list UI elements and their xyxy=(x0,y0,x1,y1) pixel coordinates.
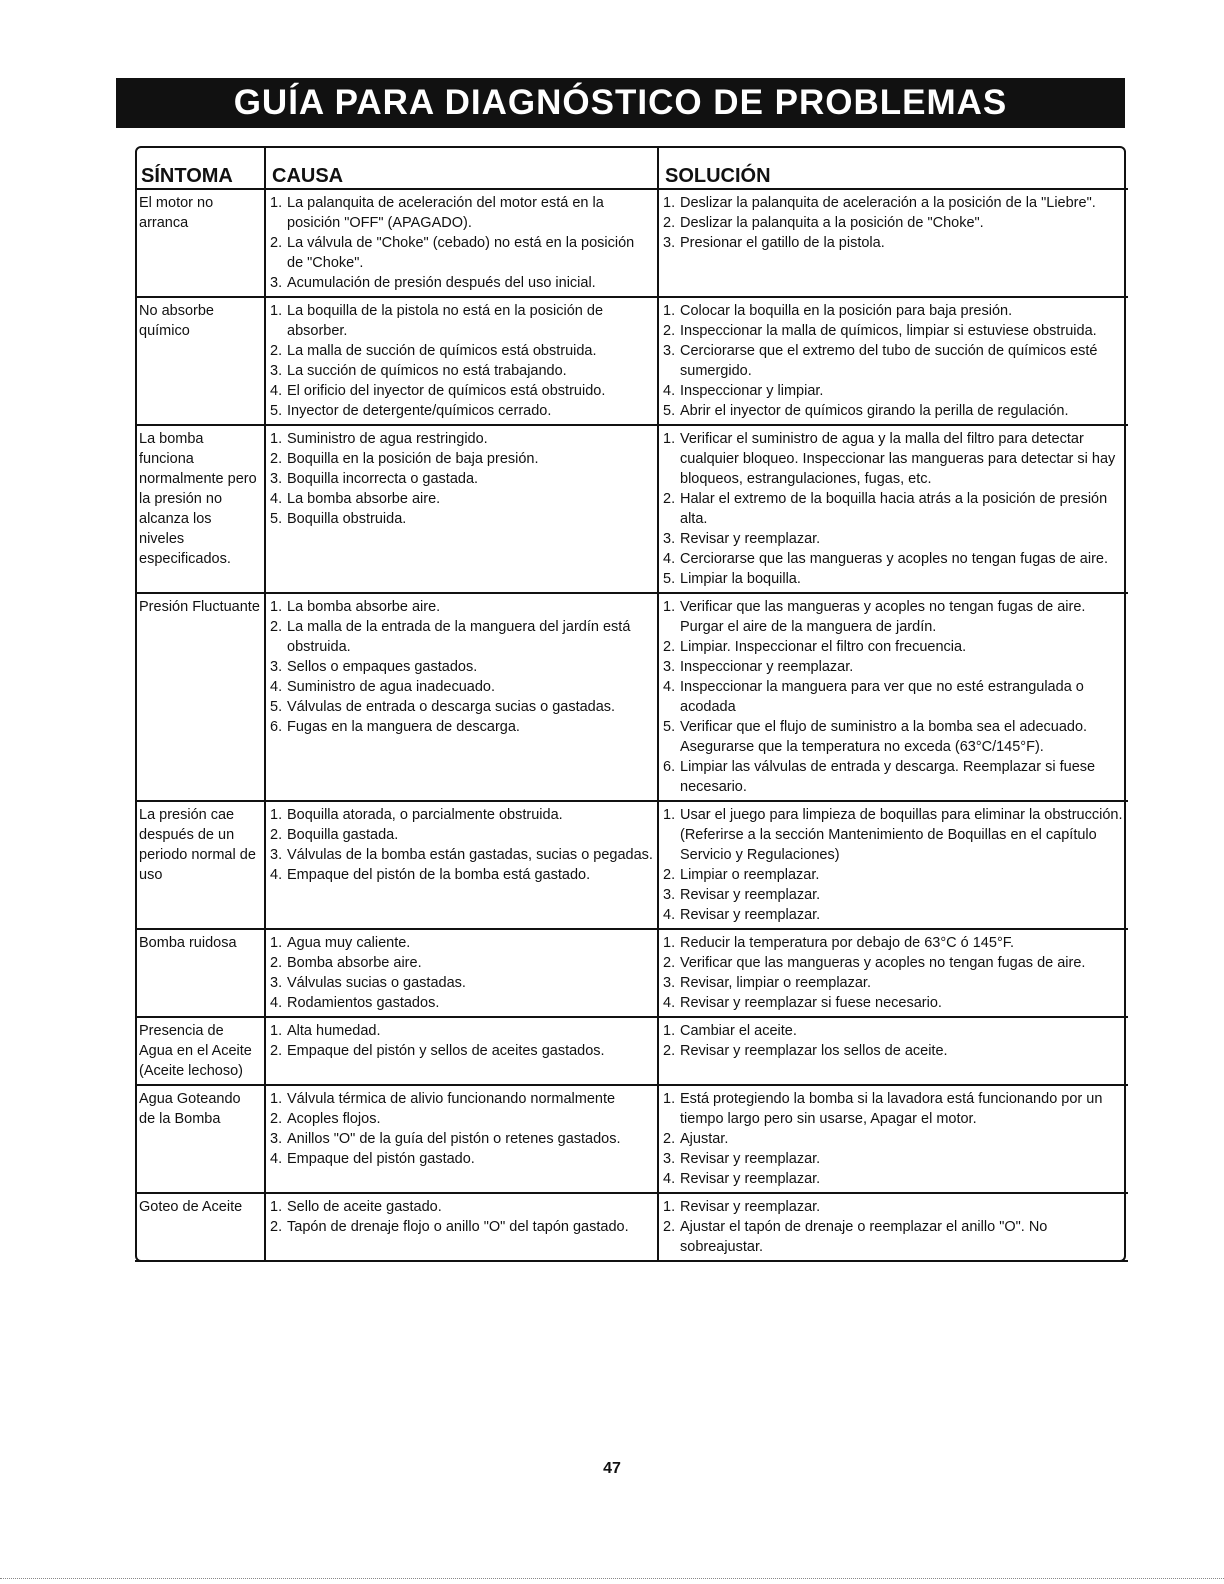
cause-text: Sello de aceite gastado. xyxy=(287,1199,442,1215)
item-number: 2. xyxy=(270,619,283,635)
item-number: 6. xyxy=(663,759,676,775)
cause-item xyxy=(270,489,653,509)
cause-item xyxy=(270,933,653,953)
solution-item xyxy=(663,1217,1124,1257)
table-row xyxy=(135,929,1128,1017)
page-title: GUÍA PARA DIAGNÓSTICO DE PROBLEMAS xyxy=(233,83,1008,122)
cause-text: Válvulas de entrada o descarga sucias o gastadas. xyxy=(287,699,616,715)
item-number: 1. xyxy=(270,807,283,823)
cause-text: Válvulas de la bomba están gastadas, sucias o pegadas. xyxy=(287,847,653,863)
table-row xyxy=(135,189,1128,297)
cause-item xyxy=(270,301,653,341)
solution-item xyxy=(663,933,1124,953)
item-number: 2. xyxy=(663,867,676,883)
item-number: 1. xyxy=(270,1199,283,1215)
item-number: 1. xyxy=(663,599,676,615)
item-number: 2. xyxy=(270,1219,283,1235)
solution-item xyxy=(663,677,1124,717)
solution-cell xyxy=(658,189,1128,297)
cause-text: Bomba absorbe aire. xyxy=(287,955,422,971)
cause-item xyxy=(270,1197,653,1217)
item-number: 3. xyxy=(663,235,676,251)
cause-cell xyxy=(265,1193,658,1261)
cause-text: Inyector de detergente/químicos cerrado. xyxy=(287,403,552,419)
solution-item xyxy=(663,865,1124,885)
cause-text: La malla de la entrada de la manguera del jardín está obstruida. xyxy=(287,619,631,655)
solution-text: Revisar, limpiar o reemplazar. xyxy=(680,975,871,991)
item-number: 1. xyxy=(270,935,283,951)
item-number: 2. xyxy=(663,323,676,339)
cause-item xyxy=(270,1041,653,1061)
cause-item xyxy=(270,973,653,993)
cause-text: Anillos "O" de la guía del pistón o retenes gastados. xyxy=(287,1131,621,1147)
cause-text: La bomba absorbe aire. xyxy=(287,491,441,507)
solution-text: Revisar y reemplazar. xyxy=(680,1151,821,1167)
solution-item xyxy=(663,301,1124,321)
solution-cell xyxy=(658,801,1128,929)
item-number: 1. xyxy=(663,1023,676,1039)
cause-text: La palanquita de aceleración del motor está en la posición "OFF" (APAGADO). xyxy=(287,195,604,231)
cause-item xyxy=(270,233,653,273)
cause-text: Boquilla gastada. xyxy=(287,827,399,843)
solution-text: Reducir la temperatura por debajo de 63°C ó 145°F. xyxy=(680,935,1015,951)
table-row xyxy=(135,801,1128,929)
table-row xyxy=(135,297,1128,425)
cause-text: Acoples flojos. xyxy=(287,1111,381,1127)
cause-item xyxy=(270,509,653,529)
item-number: 2. xyxy=(270,451,283,467)
solution-text: Inspeccionar y reemplazar. xyxy=(680,659,854,675)
cause-text: Acumulación de presión después del uso inicial. xyxy=(287,275,596,291)
item-number: 3. xyxy=(270,275,283,291)
cause-item xyxy=(270,597,653,617)
item-number: 4. xyxy=(663,679,676,695)
item-number: 4. xyxy=(663,995,676,1011)
item-number: 2. xyxy=(663,1131,676,1147)
cause-item xyxy=(270,865,653,885)
solution-item xyxy=(663,993,1124,1013)
solution-text: Revisar y reemplazar. xyxy=(680,907,821,923)
solution-item xyxy=(663,757,1124,797)
item-number: 1. xyxy=(663,1199,676,1215)
solution-text: Revisar y reemplazar. xyxy=(680,531,821,547)
item-number: 2. xyxy=(270,1111,283,1127)
solution-text: Revisar y reemplazar si fuese necesario. xyxy=(680,995,942,1011)
cause-text: Fugas en la manguera de descarga. xyxy=(287,719,520,735)
table-body xyxy=(135,189,1128,1261)
solution-cell xyxy=(658,425,1128,593)
symptom-cell: El motor no arranca xyxy=(135,189,265,297)
symptom-cell: La bomba funciona normalmente pero la presión no alcanza los niveles especificados. xyxy=(135,425,265,593)
solution-text: Limpiar o reemplazar. xyxy=(680,867,820,883)
item-number: 2. xyxy=(270,343,283,359)
cause-item xyxy=(270,953,653,973)
item-number: 1. xyxy=(270,599,283,615)
cause-item xyxy=(270,449,653,469)
item-number: 2. xyxy=(270,955,283,971)
cause-text: Tapón de drenaje flojo o anillo "O" del tapón gastado. xyxy=(287,1219,629,1235)
cause-text: Boquilla atorada, o parcialmente obstruida. xyxy=(287,807,563,823)
item-number: 1. xyxy=(663,431,676,447)
table-row xyxy=(135,1193,1128,1261)
solution-item xyxy=(663,1129,1124,1149)
item-number: 1. xyxy=(663,195,676,211)
cause-cell xyxy=(265,425,658,593)
cause-item xyxy=(270,845,653,865)
solution-text: Limpiar las válvulas de entrada y descarga. Reemplazar si fuese necesario. xyxy=(680,759,1096,795)
cause-cell xyxy=(265,801,658,929)
solution-text: Inspeccionar y limpiar. xyxy=(680,383,824,399)
item-number: 3. xyxy=(270,659,283,675)
item-number: 4. xyxy=(270,383,283,399)
item-number: 3. xyxy=(270,975,283,991)
symptom-cell: Bomba ruidosa xyxy=(135,929,265,1017)
cause-cell xyxy=(265,1085,658,1193)
cause-text: Válvulas sucias o gastadas. xyxy=(287,975,466,991)
item-number: 1. xyxy=(663,1091,676,1107)
solution-text: Verificar que las mangueras y acoples no tengan fugas de aire. Purgar el aire de la manguera de jardín. xyxy=(680,599,1086,635)
symptom-cell: No absorbe químico xyxy=(135,297,265,425)
cause-text: Rodamientos gastados. xyxy=(287,995,440,1011)
cause-text: El orificio del inyector de químicos está obstruido. xyxy=(287,383,606,399)
item-number: 4. xyxy=(270,995,283,1011)
item-number: 2. xyxy=(270,1043,283,1059)
cause-item xyxy=(270,341,653,361)
item-number: 2. xyxy=(270,235,283,251)
solution-item xyxy=(663,401,1124,421)
table-row xyxy=(135,1017,1128,1085)
solution-item xyxy=(663,569,1124,589)
item-number: 1. xyxy=(270,1023,283,1039)
item-number: 2. xyxy=(663,215,676,231)
solution-text: Limpiar la boquilla. xyxy=(680,571,801,587)
cause-text: Boquilla obstruida. xyxy=(287,511,407,527)
cause-text: Sellos o empaques gastados. xyxy=(287,659,478,675)
solution-item xyxy=(663,885,1124,905)
solution-text: Inspeccionar la manguera para ver que no esté estrangulada o acodada xyxy=(680,679,1084,715)
item-number: 2. xyxy=(663,1219,676,1235)
item-number: 1. xyxy=(270,303,283,319)
solution-item xyxy=(663,381,1124,401)
cause-text: Agua muy caliente. xyxy=(287,935,411,951)
item-number: 4. xyxy=(270,491,283,507)
cause-text: Boquilla incorrecta o gastada. xyxy=(287,471,479,487)
solution-item xyxy=(663,529,1124,549)
symptom-cell: Presión Fluctuante xyxy=(135,593,265,801)
cause-item xyxy=(270,677,653,697)
page-number: 47 xyxy=(603,1460,621,1477)
symptom-cell: La presión cae después de un periodo normal de uso xyxy=(135,801,265,929)
solution-item xyxy=(663,1089,1124,1129)
item-number: 1. xyxy=(270,431,283,447)
item-number: 4. xyxy=(270,1151,283,1167)
cause-text: Suministro de agua inadecuado. xyxy=(287,679,495,695)
table-row xyxy=(135,593,1128,801)
item-number: 3. xyxy=(663,975,676,991)
solution-item xyxy=(663,1021,1124,1041)
solution-text: Presionar el gatillo de la pistola. xyxy=(680,235,885,251)
table-row xyxy=(135,1085,1128,1193)
solution-cell xyxy=(658,593,1128,801)
solution-item xyxy=(663,1197,1124,1217)
cause-item xyxy=(270,1149,653,1169)
item-number: 1. xyxy=(663,935,676,951)
solution-cell xyxy=(658,1193,1128,1261)
item-number: 5. xyxy=(270,403,283,419)
cause-item xyxy=(270,429,653,449)
solution-text: Revisar y reemplazar. xyxy=(680,1199,821,1215)
item-number: 1. xyxy=(663,303,676,319)
cause-text: Suministro de agua restringido. xyxy=(287,431,488,447)
cause-item xyxy=(270,1129,653,1149)
solution-item xyxy=(663,657,1124,677)
solution-cell xyxy=(658,929,1128,1017)
item-number: 1. xyxy=(270,1091,283,1107)
cause-item xyxy=(270,1021,653,1041)
item-number: 5. xyxy=(270,511,283,527)
item-number: 4. xyxy=(270,679,283,695)
solution-text: Verificar que las mangueras y acoples no tengan fugas de aire. xyxy=(680,955,1086,971)
solution-text: Revisar y reemplazar los sellos de aceite. xyxy=(680,1043,948,1059)
item-number: 4. xyxy=(663,907,676,923)
symptom-cell: Goteo de Aceite xyxy=(135,1193,265,1261)
cause-item xyxy=(270,1089,653,1109)
item-number: 3. xyxy=(663,887,676,903)
solution-text: Inspeccionar la malla de químicos, limpiar si estuviese obstruida. xyxy=(680,323,1097,339)
cause-item xyxy=(270,401,653,421)
symptom-cell: Agua Goteando de la Bomba xyxy=(135,1085,265,1193)
table-row xyxy=(135,425,1128,593)
cause-text: La bomba absorbe aire. xyxy=(287,599,441,615)
solution-text: Ajustar. xyxy=(680,1131,729,1147)
cause-text: La boquilla de la pistola no está en la posición de absorber. xyxy=(287,303,604,339)
item-number: 5. xyxy=(663,403,676,419)
solution-cell xyxy=(658,297,1128,425)
item-number: 4. xyxy=(663,383,676,399)
solution-item xyxy=(663,953,1124,973)
cause-text: La válvula de "Choke" (cebado) no está en la posición de "Choke". xyxy=(287,235,635,271)
solution-text: Usar el juego para limpieza de boquillas para eliminar la obstrucción. (Referirse a la sección Mantenimiento de Boquillas en el capítulo Servicio y Regulaciones) xyxy=(680,807,1123,863)
header-solution: SOLUCIÓN xyxy=(658,146,1128,189)
solution-item xyxy=(663,637,1124,657)
item-number: 5. xyxy=(663,719,676,735)
cause-text: Alta humedad. xyxy=(287,1023,381,1039)
solution-text: Verificar que el flujo de suministro a la bomba sea el adecuado. Asegurarse que la temperatura no exceda (63°C/145°F). xyxy=(680,719,1088,755)
item-number: 2. xyxy=(270,827,283,843)
item-number: 3. xyxy=(663,659,676,675)
cause-item xyxy=(270,993,653,1013)
cause-item xyxy=(270,657,653,677)
cause-item xyxy=(270,825,653,845)
solution-text: Revisar y reemplazar. xyxy=(680,1171,821,1187)
cause-item xyxy=(270,273,653,293)
cause-item xyxy=(270,193,653,233)
cause-text: La succión de químicos no está trabajando. xyxy=(287,363,567,379)
solution-item xyxy=(663,549,1124,569)
solution-item xyxy=(663,193,1124,213)
solution-item xyxy=(663,1169,1124,1189)
cause-text: La malla de succión de químicos está obstruida. xyxy=(287,343,597,359)
symptom-cell: Presencia de Agua en el Aceite (Aceite lechoso) xyxy=(135,1017,265,1085)
item-number: 4. xyxy=(663,551,676,567)
header-cause: CAUSA xyxy=(265,146,658,189)
solution-item xyxy=(663,429,1124,489)
cause-item xyxy=(270,805,653,825)
solution-cell xyxy=(658,1017,1128,1085)
cause-cell xyxy=(265,929,658,1017)
solution-item xyxy=(663,489,1124,529)
cause-item xyxy=(270,381,653,401)
header-symptom: SÍNTOMA xyxy=(135,146,265,189)
solution-item xyxy=(663,213,1124,233)
cause-item xyxy=(270,717,653,737)
solution-item xyxy=(663,717,1124,757)
solution-text: Cerciorarse que las mangueras y acoples no tengan fugas de aire. xyxy=(680,551,1109,567)
solution-text: Verificar el suministro de agua y la malla del filtro para detectar cualquier bloqueo. Inspeccionar las mangueras para detectar si hay bloqueos, estrangulaciones, fugas, etc. xyxy=(680,431,1116,487)
cause-cell xyxy=(265,593,658,801)
item-number: 3. xyxy=(270,1131,283,1147)
item-number: 3. xyxy=(270,363,283,379)
table-header-row xyxy=(135,146,1128,189)
cause-text: Empaque del pistón gastado. xyxy=(287,1151,475,1167)
item-number: 3. xyxy=(663,343,676,359)
item-number: 3. xyxy=(663,531,676,547)
item-number: 4. xyxy=(663,1171,676,1187)
cause-item xyxy=(270,617,653,657)
solution-text: Cerciorarse que el extremo del tubo de succión de químicos esté sumergido. xyxy=(680,343,1098,379)
solution-item xyxy=(663,597,1124,637)
solution-item xyxy=(663,321,1124,341)
solution-text: Colocar la boquilla en la posición para baja presión. xyxy=(680,303,1013,319)
solution-item xyxy=(663,905,1124,925)
item-number: 5. xyxy=(663,571,676,587)
solution-item xyxy=(663,973,1124,993)
cause-item xyxy=(270,1217,653,1237)
item-number: 5. xyxy=(270,699,283,715)
cause-cell xyxy=(265,297,658,425)
solution-item xyxy=(663,341,1124,381)
item-number: 4. xyxy=(270,867,283,883)
item-number: 3. xyxy=(270,471,283,487)
solution-text: Ajustar el tapón de drenaje o reemplazar el anillo "O". No sobreajustar. xyxy=(680,1219,1048,1255)
cause-text: Empaque del pistón de la bomba está gastado. xyxy=(287,867,591,883)
cause-item xyxy=(270,1109,653,1129)
solution-text: Halar el extremo de la boquilla hacia atrás a la posición de presión alta. xyxy=(680,491,1108,527)
solution-item xyxy=(663,805,1124,865)
item-number: 2. xyxy=(663,639,676,655)
cause-item xyxy=(270,361,653,381)
item-number: 2. xyxy=(663,1043,676,1059)
bottom-rule xyxy=(0,1578,1224,1579)
cause-text: Boquilla en la posición de baja presión. xyxy=(287,451,539,467)
solution-text: Deslizar la palanquita de aceleración a la posición de la "Liebre". xyxy=(680,195,1096,211)
solution-item xyxy=(663,233,1124,253)
item-number: 2. xyxy=(663,955,676,971)
solution-text: Deslizar la palanquita a la posición de "Choke". xyxy=(680,215,984,231)
solution-cell xyxy=(658,1085,1128,1193)
item-number: 3. xyxy=(270,847,283,863)
solution-item xyxy=(663,1149,1124,1169)
item-number: 1. xyxy=(663,807,676,823)
item-number: 1. xyxy=(270,195,283,211)
solution-item xyxy=(663,1041,1124,1061)
page-title-banner xyxy=(116,78,1125,128)
cause-cell xyxy=(265,1017,658,1085)
solution-text: Cambiar el aceite. xyxy=(680,1023,797,1039)
solution-text: Limpiar. Inspeccionar el filtro con frecuencia. xyxy=(680,639,967,655)
cause-text: Empaque del pistón y sellos de aceites gastados. xyxy=(287,1043,605,1059)
solution-text: Está protegiendo la bomba si la lavadora está funcionando por un tiempo largo pero sin usarse, Apagar el motor. xyxy=(680,1091,1103,1127)
solution-text: Abrir el inyector de químicos girando la perilla de regulación. xyxy=(680,403,1069,419)
cause-text: Válvula térmica de alivio funcionando normalmente xyxy=(287,1091,616,1107)
cause-item xyxy=(270,697,653,717)
item-number: 2. xyxy=(663,491,676,507)
cause-item xyxy=(270,469,653,489)
cause-cell xyxy=(265,189,658,297)
solution-text: Revisar y reemplazar. xyxy=(680,887,821,903)
item-number: 6. xyxy=(270,719,283,735)
troubleshooting-table xyxy=(135,146,1128,1262)
item-number: 3. xyxy=(663,1151,676,1167)
